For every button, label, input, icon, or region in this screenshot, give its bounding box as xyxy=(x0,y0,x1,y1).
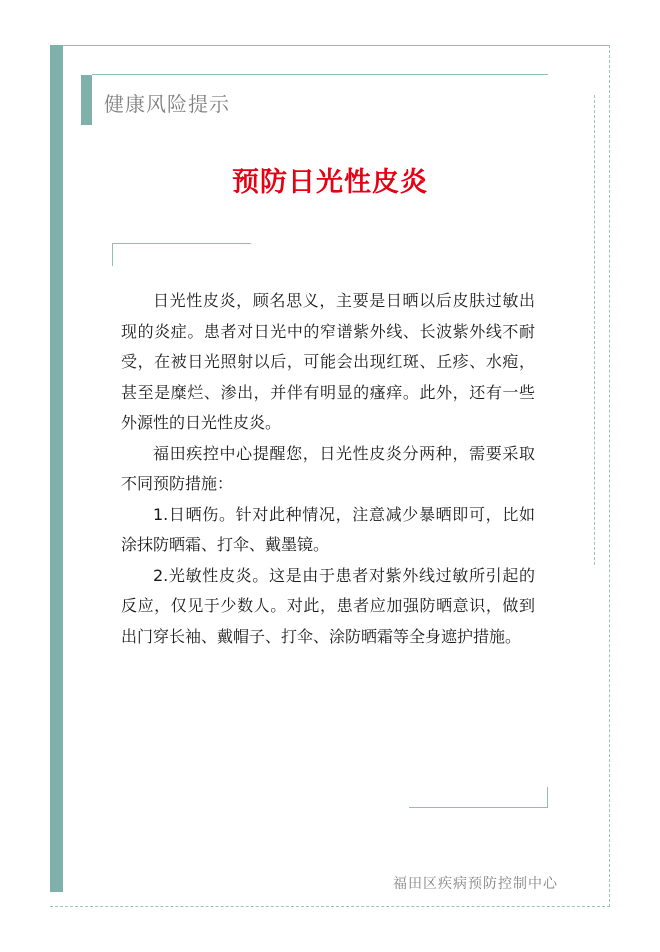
article-body xyxy=(121,286,535,652)
corner-bracket-top-left xyxy=(112,243,251,266)
paragraph-reminder: 福田疾控中心提醒您，日光性皮炎分两种，需要采取不同预防措施： xyxy=(121,443,535,493)
paragraph-intro: 日光性皮炎，顾名思义，主要是日晒以后皮肤过敏出现的炎症。患者对日光中的窄谱紫外线、长波紫外线不耐受，在被日光照射以后，可能会出现红斑、丘疹、水疱，甚至是糜烂、渗出，并伴有明显的瘙痒。此外，还有一些外源性的日光性皮炎。 xyxy=(121,291,535,432)
top-border-rule xyxy=(63,45,610,46)
header-accent-block xyxy=(81,75,92,125)
page-title: 预防日光性皮炎 xyxy=(232,167,428,198)
header-label: 健康风险提示 xyxy=(104,92,230,116)
paragraph-photosensitive: 2.光敏性皮炎。这是由于患者对紫外线过敏所引起的反应，仅见于少数人。对此，患者应加强防晒意识，做到出门穿长袖、戴帽子、打伞、涂防晒霜等全身遮护措施。 xyxy=(121,565,535,646)
corner-bracket-bottom-right xyxy=(409,787,548,808)
header-rule xyxy=(92,74,548,75)
footer-organization: 福田区疾病预防控制中心 xyxy=(393,876,558,892)
bottom-border-rule xyxy=(50,906,610,907)
paragraph-sunburn: 1.日晒伤。针对此种情况，注意减少暴晒即可，比如涂抹防晒霜、打伞、戴墨镜。 xyxy=(121,504,535,554)
